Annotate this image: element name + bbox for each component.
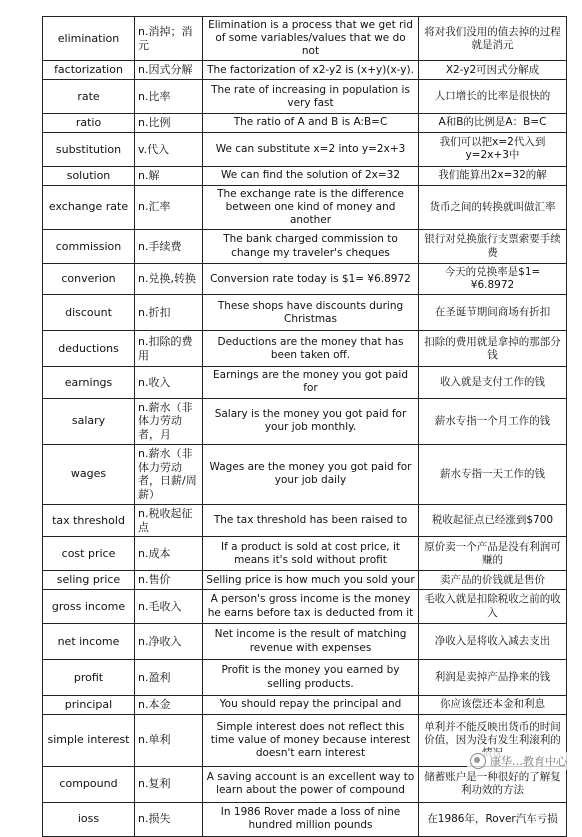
- term-cell: principal: [43, 696, 135, 715]
- chinese-translation-cell: 货币之间的转换就叫做汇率: [419, 185, 567, 229]
- table-row: [43, 80, 567, 114]
- chinese-translation-cell: 银行对兑换旅行支票索要手续费: [419, 230, 567, 264]
- chinese-translation-cell: 薪水专指一个月工作的钱: [419, 398, 567, 444]
- table-row: [43, 398, 567, 444]
- watermark: [467, 752, 570, 770]
- part-of-speech-cell: n.成本: [135, 537, 203, 571]
- part-of-speech-cell: n.复利: [135, 766, 203, 802]
- example-sentence-cell: We can substitute x=2 into y=2x+3: [203, 132, 419, 166]
- term-cell: elimination: [43, 17, 135, 61]
- chinese-translation-cell: X2-y2可因式分解成: [419, 61, 567, 80]
- part-of-speech-cell: n.比例: [135, 114, 203, 133]
- term-cell: compound: [43, 766, 135, 802]
- part-of-speech-cell: n.汇率: [135, 185, 203, 229]
- part-of-speech-cell: n.手续费: [135, 230, 203, 264]
- term-cell: exchange rate: [43, 185, 135, 229]
- table-row: [43, 230, 567, 264]
- table-row: [43, 590, 567, 624]
- term-cell: ratio: [43, 114, 135, 133]
- table-row: [43, 504, 567, 537]
- term-cell: converion: [43, 264, 135, 295]
- watermark-text: 康华…教育中心: [490, 755, 567, 768]
- term-cell: earnings: [43, 367, 135, 398]
- term-cell: solution: [43, 166, 135, 185]
- chinese-translation-cell: 扣除的费用就是拿掉的那部分钱: [419, 331, 567, 367]
- term-cell: substitution: [43, 132, 135, 166]
- table-row: [43, 61, 567, 80]
- table-row: [43, 444, 567, 504]
- term-cell: discount: [43, 295, 135, 331]
- term-cell: ioss: [43, 802, 135, 836]
- part-of-speech-cell: n.因式分解: [135, 61, 203, 80]
- chinese-translation-cell: 在圣诞节期间商场有折扣: [419, 295, 567, 331]
- example-sentence-cell: A person's gross income is the money he earns before tax is deducted from it: [203, 590, 419, 624]
- example-sentence-cell: Wages are the money you got paid for your job daily: [203, 444, 419, 504]
- part-of-speech-cell: n.折扣: [135, 295, 203, 331]
- part-of-speech-cell: n.净收入: [135, 624, 203, 660]
- chinese-translation-cell: A和B的比例是A：B=C: [419, 114, 567, 133]
- example-sentence-cell: Elimination is a process that we get rid of some variables/values that we do not: [203, 17, 419, 61]
- table-row: [43, 264, 567, 295]
- term-cell: cost price: [43, 537, 135, 571]
- chinese-translation-cell: 净收入是将收入减去支出: [419, 624, 567, 660]
- chinese-translation-cell: 人口增长的比率是很快的: [419, 80, 567, 114]
- example-sentence-cell: A saving account is an excellent way to learn about the power of compound: [203, 766, 419, 802]
- chinese-translation-cell: 薪水专指一天工作的钱: [419, 444, 567, 504]
- wechat-icon: [470, 753, 486, 769]
- example-sentence-cell: Profit is the money you earned by selling products.: [203, 660, 419, 696]
- chinese-translation-cell: 卖产品的价钱就是售价: [419, 571, 567, 590]
- part-of-speech-cell: n.税收起征点: [135, 504, 203, 537]
- term-cell: salary: [43, 398, 135, 444]
- chinese-translation-cell: 原价卖一个产品是没有利润可赚的: [419, 537, 567, 571]
- example-sentence-cell: Salary is the money you got paid for your job monthly.: [203, 398, 419, 444]
- table-row: [43, 537, 567, 571]
- example-sentence-cell: Earnings are the money you got paid for: [203, 367, 419, 398]
- table-row: [43, 696, 567, 715]
- part-of-speech-cell: v.代入: [135, 132, 203, 166]
- table-row: [43, 571, 567, 590]
- term-cell: gross income: [43, 590, 135, 624]
- vocabulary-table-body: [43, 17, 567, 837]
- chinese-translation-cell: 毛收入就是扣除税收之前的收入: [419, 590, 567, 624]
- part-of-speech-cell: n.单利: [135, 714, 203, 766]
- part-of-speech-cell: n.比率: [135, 80, 203, 114]
- example-sentence-cell: Net income is the result of matching revenue with expenses: [203, 624, 419, 660]
- example-sentence-cell: The ratio of A and B is A:B=C: [203, 114, 419, 133]
- part-of-speech-cell: n.扣除的费用: [135, 331, 203, 367]
- example-sentence-cell: The bank charged commission to change my traveler's cheques: [203, 230, 419, 264]
- example-sentence-cell: Conversion rate today is $1= ¥6.8972: [203, 264, 419, 295]
- example-sentence-cell: Deductions are the money that has been taken off.: [203, 331, 419, 367]
- term-cell: factorization: [43, 61, 135, 80]
- table-row: [43, 624, 567, 660]
- chinese-translation-cell: 我们能算出2x=32的解: [419, 166, 567, 185]
- table-row: [43, 132, 567, 166]
- example-sentence-cell: Simple interest does not reflect this time value of money because interest doesn't earn interest: [203, 714, 419, 766]
- term-cell: tax threshold: [43, 504, 135, 537]
- term-cell: wages: [43, 444, 135, 504]
- part-of-speech-cell: n.薪水（非体力劳动者，日薪/周薪）: [135, 444, 203, 504]
- part-of-speech-cell: n.薪水（非体力劳动者，月: [135, 398, 203, 444]
- part-of-speech-cell: n.售价: [135, 571, 203, 590]
- chinese-translation-cell: 今天的兑换率是$1= ¥6.8972: [419, 264, 567, 295]
- chinese-translation-cell: 储蓄账户是一种很好的了解复利功效的方法: [419, 766, 567, 802]
- table-row: [43, 114, 567, 133]
- term-cell: profit: [43, 660, 135, 696]
- example-sentence-cell: The factorization of x2-y2 is (x+y)(x-y).: [203, 61, 419, 80]
- example-sentence-cell: In 1986 Rover made a loss of nine hundred million pounds: [203, 802, 419, 836]
- term-cell: seling price: [43, 571, 135, 590]
- example-sentence-cell: The rate of increasing in population is very fast: [203, 80, 419, 114]
- part-of-speech-cell: n.损失: [135, 802, 203, 836]
- term-cell: commission: [43, 230, 135, 264]
- term-cell: net income: [43, 624, 135, 660]
- table-row: [43, 367, 567, 398]
- term-cell: rate: [43, 80, 135, 114]
- example-sentence-cell: Selling price is how much you sold your: [203, 571, 419, 590]
- chinese-translation-cell: 将对我们没用的值去掉的过程就是消元: [419, 17, 567, 61]
- part-of-speech-cell: n.解: [135, 166, 203, 185]
- part-of-speech-cell: n.消掉；消元: [135, 17, 203, 61]
- table-row: [43, 295, 567, 331]
- part-of-speech-cell: n.收入: [135, 367, 203, 398]
- chinese-translation-cell: 税收起征点已经涨到$700: [419, 504, 567, 537]
- chinese-translation-cell: 收入就是支付工作的钱: [419, 367, 567, 398]
- example-sentence-cell: These shops have discounts during Christmas: [203, 295, 419, 331]
- example-sentence-cell: If a product is sold at cost price, it means it's sold without profit: [203, 537, 419, 571]
- table-row: [43, 660, 567, 696]
- part-of-speech-cell: n.盈利: [135, 660, 203, 696]
- table-row: [43, 331, 567, 367]
- part-of-speech-cell: n.兑换,转换: [135, 264, 203, 295]
- term-cell: simple interest: [43, 714, 135, 766]
- term-cell: deductions: [43, 331, 135, 367]
- example-sentence-cell: We can find the solution of 2x=32: [203, 166, 419, 185]
- example-sentence-cell: You should repay the principal and: [203, 696, 419, 715]
- table-row: [43, 185, 567, 229]
- chinese-translation-cell: 在1986年，Rover汽车亏损: [419, 802, 567, 836]
- table-row: [43, 766, 567, 802]
- table-row: [43, 17, 567, 61]
- example-sentence-cell: The tax threshold has been raised to: [203, 504, 419, 537]
- table-row: [43, 802, 567, 836]
- vocabulary-table: [42, 16, 567, 837]
- chinese-translation-cell: 利润是卖掉产品挣来的钱: [419, 660, 567, 696]
- table-row: [43, 166, 567, 185]
- chinese-translation-cell: 单利并不能反映出货币的时间价值，因为没有发生利滚利的: [419, 714, 567, 766]
- example-sentence-cell: The exchange rate is the difference between one kind of money and another: [203, 185, 419, 229]
- part-of-speech-cell: n.本金: [135, 696, 203, 715]
- part-of-speech-cell: n.毛收入: [135, 590, 203, 624]
- chinese-translation-cell: 我们可以把x=2代入到y=2x+3中: [419, 132, 567, 166]
- chinese-translation-cell: 你应该偿还本金和利息: [419, 696, 567, 715]
